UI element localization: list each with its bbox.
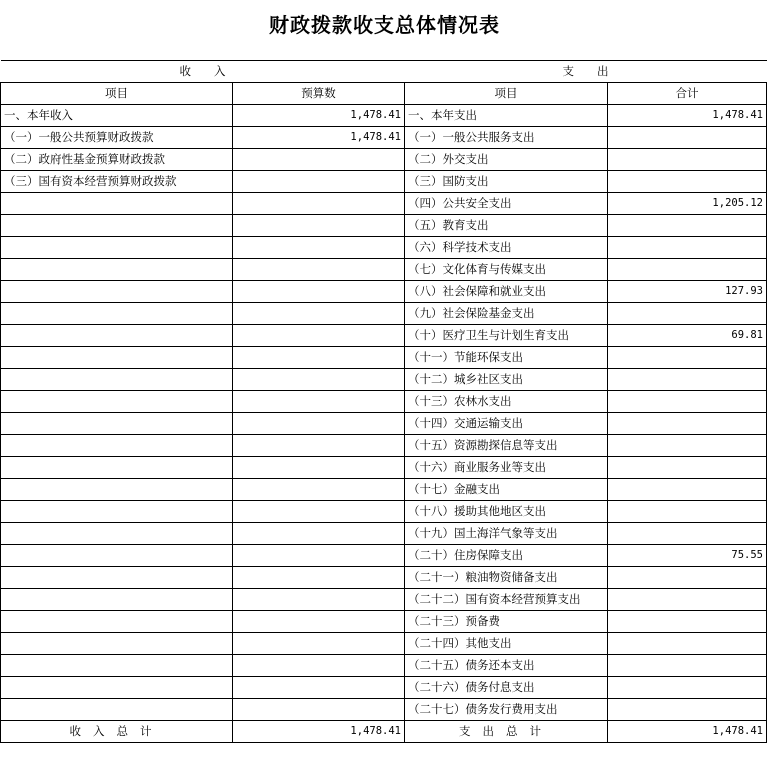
column-header-row (1, 83, 767, 105)
expense-total-value: 1,478.41 (608, 721, 767, 743)
income-value-cell (233, 633, 405, 655)
expense-value-cell (608, 655, 767, 677)
table-row (1, 325, 767, 347)
table-row (1, 391, 767, 413)
income-item-cell: 一、本年收入 (1, 105, 233, 127)
expense-item-cell: （十）医疗卫生与计划生育支出 (405, 325, 608, 347)
expense-section-header: 支 出 (405, 61, 767, 83)
income-value-cell (233, 655, 405, 677)
income-item-cell (1, 215, 233, 237)
expense-value-cell (608, 457, 767, 479)
expense-item-header: 项目 (405, 83, 608, 105)
income-item-cell (1, 303, 233, 325)
income-item-cell (1, 677, 233, 699)
expense-value-cell (608, 259, 767, 281)
expense-value-cell (608, 567, 767, 589)
income-value-cell (233, 677, 405, 699)
expense-value-cell: 1,205.12 (608, 193, 767, 215)
expense-item-cell: （十二）城乡社区支出 (405, 369, 608, 391)
expense-value-cell: 127.93 (608, 281, 767, 303)
income-value-cell (233, 589, 405, 611)
expense-item-cell: （十一）节能环保支出 (405, 347, 608, 369)
expense-value-cell (608, 523, 767, 545)
expense-value-cell (608, 347, 767, 369)
income-item-header: 项目 (1, 83, 233, 105)
table-row (1, 193, 767, 215)
budget-table (0, 60, 767, 743)
income-section-header: 收 入 (1, 61, 405, 83)
income-item-cell (1, 281, 233, 303)
expense-item-cell: （一）一般公共服务支出 (405, 127, 608, 149)
income-item-cell (1, 633, 233, 655)
table-row (1, 633, 767, 655)
total-header: 合计 (608, 83, 767, 105)
section-header-row (1, 61, 767, 83)
expense-item-cell: （四）公共安全支出 (405, 193, 608, 215)
expense-value-cell (608, 127, 767, 149)
expense-item-cell: （二十一）粮油物资储备支出 (405, 567, 608, 589)
income-item-cell (1, 325, 233, 347)
totals-row (1, 721, 767, 743)
expense-item-cell: （二十三）预备费 (405, 611, 608, 633)
expense-value-cell (608, 677, 767, 699)
expense-item-cell: （二十二）国有资本经营预算支出 (405, 589, 608, 611)
income-value-cell (233, 171, 405, 193)
expense-value-cell: 69.81 (608, 325, 767, 347)
income-item-cell (1, 545, 233, 567)
page-title: 财政拨款收支总体情况表 (269, 13, 500, 37)
expense-value-cell (608, 215, 767, 237)
table-row (1, 347, 767, 369)
expense-item-cell: （六）科学技术支出 (405, 237, 608, 259)
expense-value-cell (608, 589, 767, 611)
expense-item-cell: （九）社会保险基金支出 (405, 303, 608, 325)
income-value-cell (233, 479, 405, 501)
expense-value-cell (608, 237, 767, 259)
budget-header: 预算数 (233, 83, 405, 105)
expense-value-cell (608, 633, 767, 655)
expense-item-cell: （十八）援助其他地区支出 (405, 501, 608, 523)
income-item-cell (1, 501, 233, 523)
table-row (1, 545, 767, 567)
table-row (1, 501, 767, 523)
expense-value-cell (608, 413, 767, 435)
expense-item-cell: （十三）农林水支出 (405, 391, 608, 413)
income-value-cell (233, 347, 405, 369)
table-row (1, 259, 767, 281)
expense-value-cell: 75.55 (608, 545, 767, 567)
income-value-cell: 1,478.41 (233, 105, 405, 127)
income-value-cell (233, 193, 405, 215)
expense-item-cell: （十六）商业服务业等支出 (405, 457, 608, 479)
expense-item-cell: （二）外交支出 (405, 149, 608, 171)
expense-value-cell (608, 149, 767, 171)
table-row (1, 457, 767, 479)
income-value-cell (233, 237, 405, 259)
income-value-cell (233, 567, 405, 589)
income-value-cell (233, 413, 405, 435)
income-item-cell (1, 589, 233, 611)
income-value-cell (233, 149, 405, 171)
expense-value-cell: 1,478.41 (608, 105, 767, 127)
income-value-cell (233, 281, 405, 303)
table-row (1, 149, 767, 171)
expense-item-cell: 一、本年支出 (405, 105, 608, 127)
income-value-cell (233, 457, 405, 479)
income-total-value: 1,478.41 (233, 721, 405, 743)
income-value-cell (233, 611, 405, 633)
table-row (1, 413, 767, 435)
income-item-cell (1, 237, 233, 259)
table-row (1, 127, 767, 149)
expense-value-cell (608, 369, 767, 391)
table-row (1, 699, 767, 721)
table-row (1, 589, 767, 611)
expense-item-cell: （十五）资源勘探信息等支出 (405, 435, 608, 457)
table-row (1, 611, 767, 633)
income-item-cell (1, 523, 233, 545)
income-item-cell (1, 347, 233, 369)
expense-value-cell (608, 435, 767, 457)
income-value-cell (233, 435, 405, 457)
table-row (1, 435, 767, 457)
table-row (1, 171, 767, 193)
income-item-cell (1, 655, 233, 677)
expense-value-cell (608, 699, 767, 721)
income-item-cell (1, 259, 233, 281)
expense-item-cell: （二十六）债务付息支出 (405, 677, 608, 699)
income-value-cell (233, 391, 405, 413)
income-item-cell (1, 391, 233, 413)
income-value-cell (233, 215, 405, 237)
income-item-cell (1, 435, 233, 457)
income-value-cell (233, 545, 405, 567)
income-value-cell (233, 303, 405, 325)
income-item-cell (1, 567, 233, 589)
table-row (1, 479, 767, 501)
expense-item-cell: （十七）金融支出 (405, 479, 608, 501)
table-row (1, 237, 767, 259)
income-item-cell (1, 193, 233, 215)
expense-value-cell (608, 171, 767, 193)
income-item-cell: （三）国有资本经营预算财政拨款 (1, 171, 233, 193)
expense-item-cell: （三）国防支出 (405, 171, 608, 193)
table-row (1, 567, 767, 589)
income-item-cell: （一）一般公共预算财政拨款 (1, 127, 233, 149)
income-item-cell (1, 413, 233, 435)
income-value-cell: 1,478.41 (233, 127, 405, 149)
table-row (1, 303, 767, 325)
expense-value-cell (608, 303, 767, 325)
expense-value-cell (608, 611, 767, 633)
expense-total-label: 支出总计 (405, 721, 608, 743)
expense-item-cell: （十四）交通运输支出 (405, 413, 608, 435)
expense-item-cell: （七）文化体育与传媒支出 (405, 259, 608, 281)
income-item-cell: （二）政府性基金预算财政拨款 (1, 149, 233, 171)
income-value-cell (233, 523, 405, 545)
table-row (1, 215, 767, 237)
expense-value-cell (608, 479, 767, 501)
expense-item-cell: （二十）住房保障支出 (405, 545, 608, 567)
table-row (1, 523, 767, 545)
income-item-cell (1, 369, 233, 391)
table-row (1, 105, 767, 127)
income-value-cell (233, 699, 405, 721)
income-total-label: 收入总计 (1, 721, 233, 743)
expense-value-cell (608, 391, 767, 413)
income-value-cell (233, 369, 405, 391)
table-row (1, 655, 767, 677)
income-value-cell (233, 259, 405, 281)
income-item-cell (1, 611, 233, 633)
expense-item-cell: （二十七）债务发行费用支出 (405, 699, 608, 721)
income-item-cell (1, 699, 233, 721)
income-item-cell (1, 457, 233, 479)
expense-value-cell (608, 501, 767, 523)
income-item-cell (1, 479, 233, 501)
income-value-cell (233, 501, 405, 523)
expense-item-cell: （二十四）其他支出 (405, 633, 608, 655)
expense-item-cell: （二十五）债务还本支出 (405, 655, 608, 677)
table-row (1, 369, 767, 391)
table-row (1, 281, 767, 303)
expense-item-cell: （八）社会保障和就业支出 (405, 281, 608, 303)
table-row (1, 677, 767, 699)
expense-item-cell: （十九）国土海洋气象等支出 (405, 523, 608, 545)
income-value-cell (233, 325, 405, 347)
expense-item-cell: （五）教育支出 (405, 215, 608, 237)
